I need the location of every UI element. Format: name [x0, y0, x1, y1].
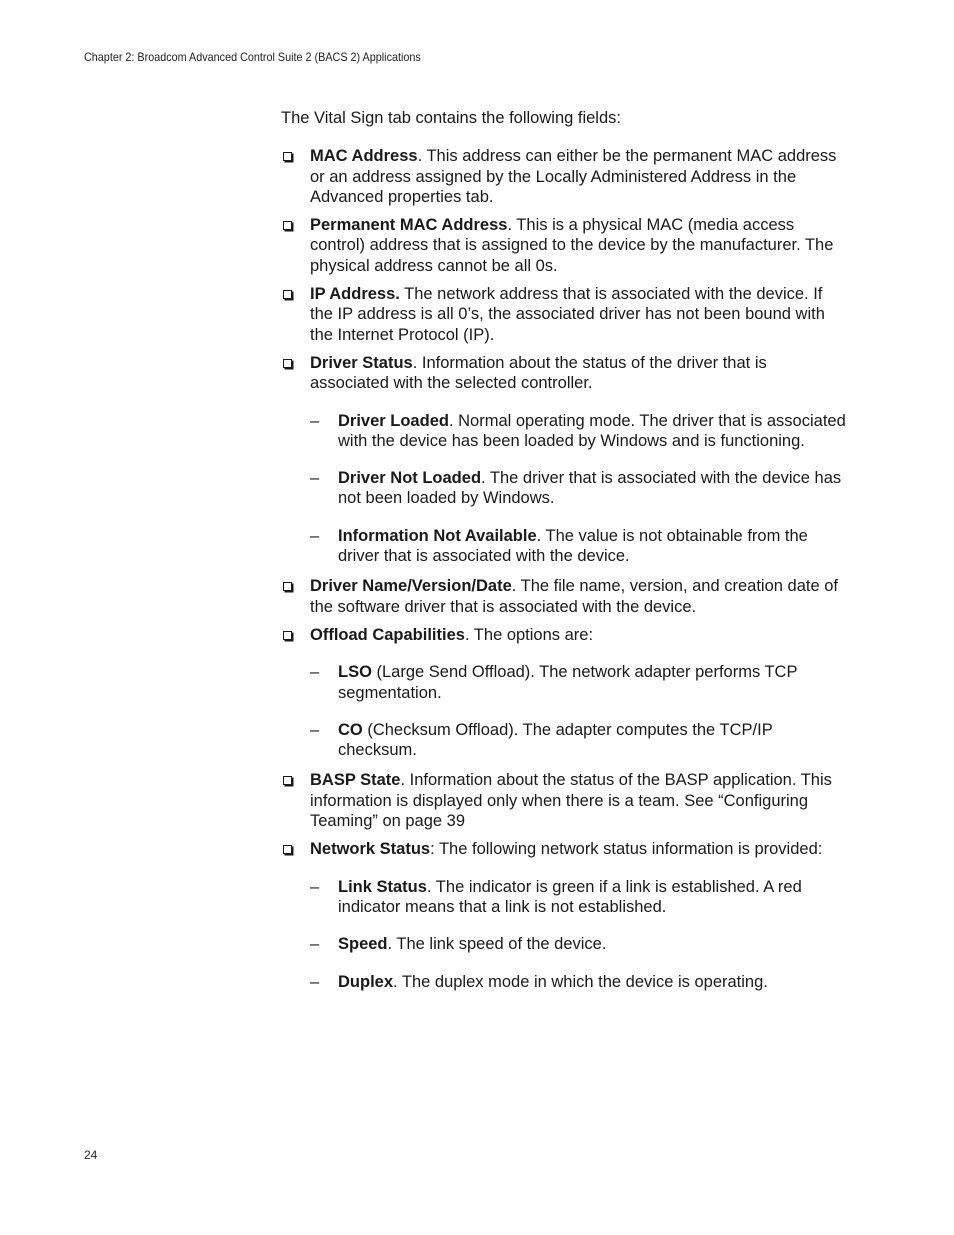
sub-list-item [310, 662, 847, 703]
field-description: . This is a physical MAC (media access control) address that is assigned to the device by the manufacturer. The physical address cannot be all 0s. [310, 216, 834, 275]
sub-field-term: Driver Loaded [338, 411, 449, 430]
checkbox-bullet-icon [283, 359, 292, 368]
list-item [281, 353, 847, 566]
field-description: : The following network status information is provided: [430, 840, 823, 859]
list-item [281, 284, 847, 345]
intro-paragraph: The Vital Sign tab contains the following fields: [281, 109, 621, 127]
checkbox-bullet-icon [283, 776, 292, 785]
sub-field-term: Speed [338, 935, 388, 954]
sub-field-description: . The driver that is associated with the device has not been loaded by Windows. [338, 469, 842, 508]
dash-bullet-icon: – [310, 526, 320, 545]
field-term: Driver Status [310, 353, 413, 372]
sub-field-term: CO [338, 720, 363, 739]
field-description: . Information about the status of the driver that is associated with the selected controller. [310, 353, 767, 393]
sub-field-term: Link Status [338, 877, 427, 896]
sub-field-term: LSO [338, 663, 372, 682]
sub-list-item [310, 972, 847, 992]
sub-field-description: . The duplex mode in which the device is operating. [393, 972, 768, 991]
sub-list [310, 411, 847, 567]
sub-list-item [310, 720, 847, 761]
field-description: The network address that is associated with the device. If the IP address is all 0’s, the associated driver has not been bound with the Internet Protocol (IP). [310, 285, 825, 344]
dash-bullet-icon: – [310, 469, 320, 488]
field-description: . Information about the status of the BASP application. This information is displayed only when there is a team. See “Configuring Teaming” on page 39 [310, 771, 832, 831]
dash-bullet-icon: – [310, 720, 320, 739]
document-body [281, 108, 847, 1002]
list-item [281, 839, 847, 991]
dash-bullet-icon: – [310, 972, 320, 991]
field-term: Network Status [310, 840, 431, 859]
field-term: Permanent MAC Address [310, 216, 508, 235]
checkbox-bullet-icon [283, 221, 292, 230]
page-number: 24 [84, 1148, 98, 1162]
field-term: MAC Address [310, 147, 418, 166]
sub-list [310, 877, 847, 992]
field-term: IP Address. [310, 285, 400, 304]
sub-field-term: Driver Not Loaded [338, 469, 482, 488]
dash-bullet-icon: – [310, 877, 320, 896]
sub-field-description: . Normal operating mode. The driver that is associated with the device has been loaded by Windows and is functioning. [338, 411, 846, 450]
checkbox-bullet-icon [283, 582, 292, 591]
field-term: BASP State [310, 771, 401, 790]
checkbox-bullet-icon [283, 152, 292, 161]
field-list [281, 146, 847, 992]
sub-list-item [310, 934, 847, 954]
dash-bullet-icon: – [310, 935, 320, 954]
list-item [281, 770, 847, 831]
sub-list [310, 662, 847, 760]
dash-bullet-icon: – [310, 411, 320, 430]
running-head: Chapter 2: Broadcom Advanced Control Suite 2 (BACS 2) Applications [84, 50, 421, 64]
sub-list-item [310, 526, 847, 567]
sub-field-term: Information Not Available [338, 526, 537, 545]
sub-field-description: (Checksum Offload). The adapter computes the TCP/IP checksum. [338, 720, 773, 760]
sub-list-item [310, 411, 847, 452]
dash-bullet-icon: – [310, 663, 320, 682]
sub-list-item [310, 468, 847, 509]
list-item [281, 215, 847, 276]
sub-field-term: Duplex [338, 972, 394, 991]
checkbox-bullet-icon [283, 290, 292, 299]
field-description: . This address can either be the permanent MAC address or an address assigned by the Locally Administered Address in the Advanced properties tab. [310, 147, 837, 206]
sub-field-description: . The link speed of the device. [387, 935, 607, 954]
list-item [281, 146, 847, 207]
sub-list-item [310, 877, 847, 918]
field-term: Driver Name/Version/Date [310, 577, 512, 596]
field-description: . The file name, version, and creation date of the software driver that is associated with the device. [310, 577, 838, 616]
field-description: . The options are: [464, 625, 594, 644]
checkbox-bullet-icon [283, 631, 292, 640]
sub-field-description: . The indicator is green if a link is established. A red indicator means that a link is not established. [338, 877, 802, 916]
sub-field-description: (Large Send Offload). The network adapter performs TCP segmentation. [338, 663, 798, 702]
sub-field-description: . The value is not obtainable from the driver that is associated with the device. [338, 526, 808, 566]
list-item [281, 576, 847, 617]
checkbox-bullet-icon [283, 845, 292, 854]
list-item [281, 625, 847, 760]
field-term: Offload Capabilities [310, 625, 465, 644]
